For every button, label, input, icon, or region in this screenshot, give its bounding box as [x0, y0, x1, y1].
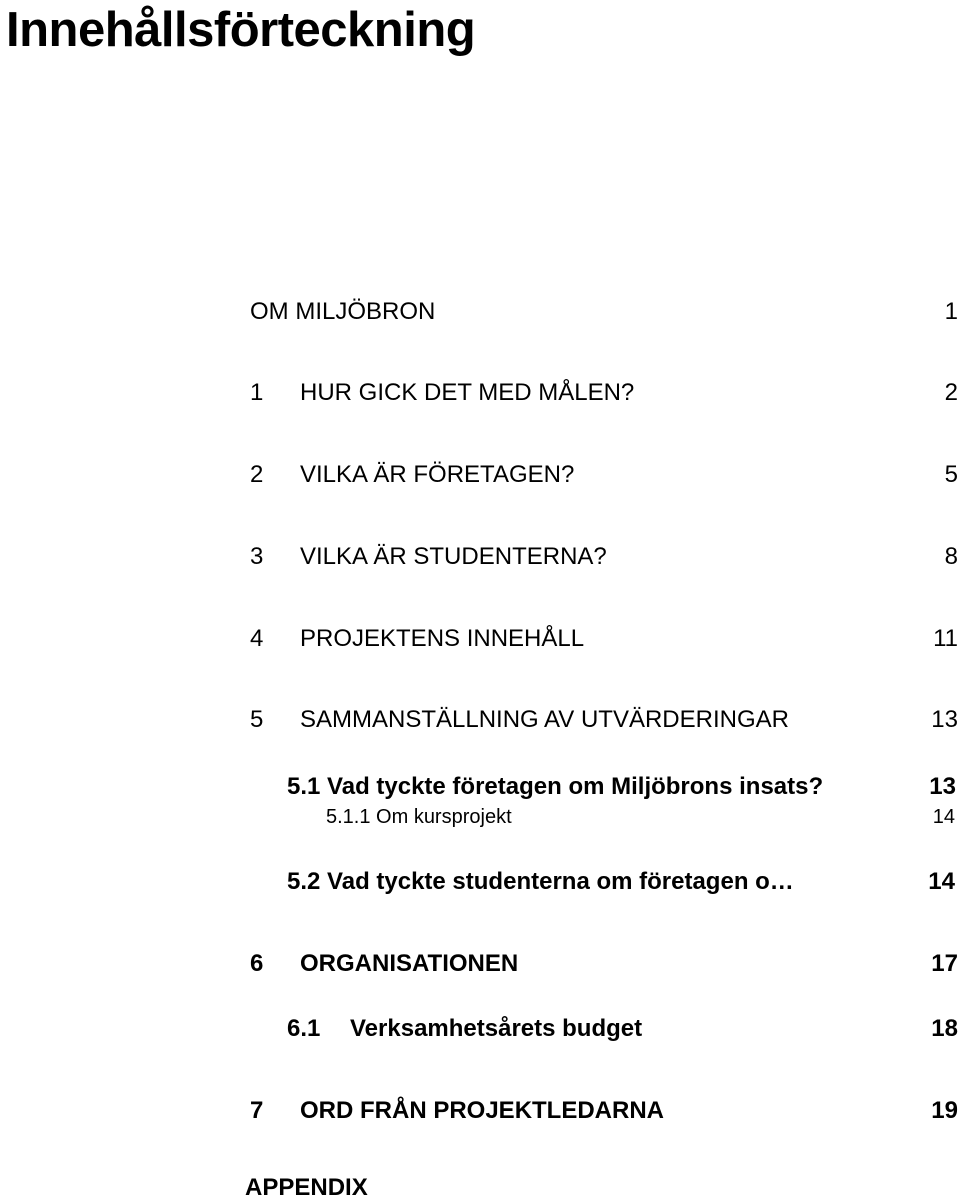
toc-entry-label: VILKA ÄR STUDENTERNA?: [300, 543, 607, 570]
toc-entry-5-1-1[interactable]: [0, 805, 960, 829]
toc-entry-label: ORGANISATIONEN: [300, 950, 519, 977]
toc-entry-om-miljobron[interactable]: [0, 298, 960, 326]
toc-entry-page: 13: [929, 773, 956, 800]
toc-entry-page: 2: [944, 379, 958, 406]
toc-entry-page: 13: [931, 706, 958, 733]
toc-entry-label: 5.1 Vad tyckte företagen om Miljöbrons insats?: [287, 773, 824, 800]
toc-entry-number: 7: [250, 1097, 264, 1124]
toc-entry-page: 11: [933, 625, 958, 652]
toc-entry-number: 6: [250, 950, 264, 977]
toc-entry-number: 5: [250, 706, 264, 733]
toc-entry-page: 18: [931, 1015, 958, 1042]
toc-entry-page: 1: [944, 298, 958, 325]
toc-entry-label: 5.2 Vad tyckte studenterna om företagen o…: [287, 868, 794, 895]
toc-entry-2[interactable]: [0, 461, 960, 489]
toc-entry-number: 4: [250, 625, 264, 652]
toc-entry-page: 8: [944, 543, 958, 570]
toc-entry-6[interactable]: [0, 950, 960, 978]
toc-entry-label: VILKA ÄR FÖRETAGEN?: [300, 461, 575, 488]
toc-entry-4[interactable]: [0, 625, 960, 653]
toc-entry-5[interactable]: [0, 706, 960, 734]
toc-entry-page: 5: [944, 461, 958, 488]
toc-entry-number: 3: [250, 543, 264, 570]
toc-entry-label: SAMMANSTÄLLNING AV UTVÄRDERINGAR: [300, 706, 789, 733]
appendix-label: APPENDIX: [245, 1174, 368, 1201]
toc-entry-number: 2: [250, 461, 264, 488]
toc-entry-page: 19: [931, 1097, 958, 1124]
toc-entry-7[interactable]: [0, 1097, 960, 1125]
toc-entry-label: PROJEKTENS INNEHÅLL: [300, 625, 585, 652]
toc-entry-label: ORD FRÅN PROJEKTLEDARNA: [300, 1097, 665, 1124]
toc-entry-page: 14: [932, 806, 955, 828]
toc-entry-3[interactable]: [0, 543, 960, 571]
toc-entry-5-2[interactable]: [0, 868, 960, 896]
toc-entry-label: 5.1.1 Om kursprojekt: [326, 806, 512, 828]
toc-entry-page: 17: [931, 950, 958, 977]
toc-entry-page: 14: [928, 868, 955, 895]
page-title: Innehållsförteckning: [6, 3, 476, 57]
toc-entry-5-1[interactable]: [0, 773, 960, 801]
toc-entry-number: 6.1: [287, 1015, 321, 1042]
toc-entry-1[interactable]: [0, 379, 960, 407]
toc-entry-label: HUR GICK DET MED MÅLEN?: [300, 379, 635, 406]
toc-entry-number: 1: [250, 379, 264, 406]
toc-entry-label: OM MILJÖBRON: [250, 298, 436, 325]
toc-entry-label: Verksamhetsårets budget: [350, 1015, 643, 1042]
toc-entry-6-1[interactable]: [0, 1015, 960, 1043]
